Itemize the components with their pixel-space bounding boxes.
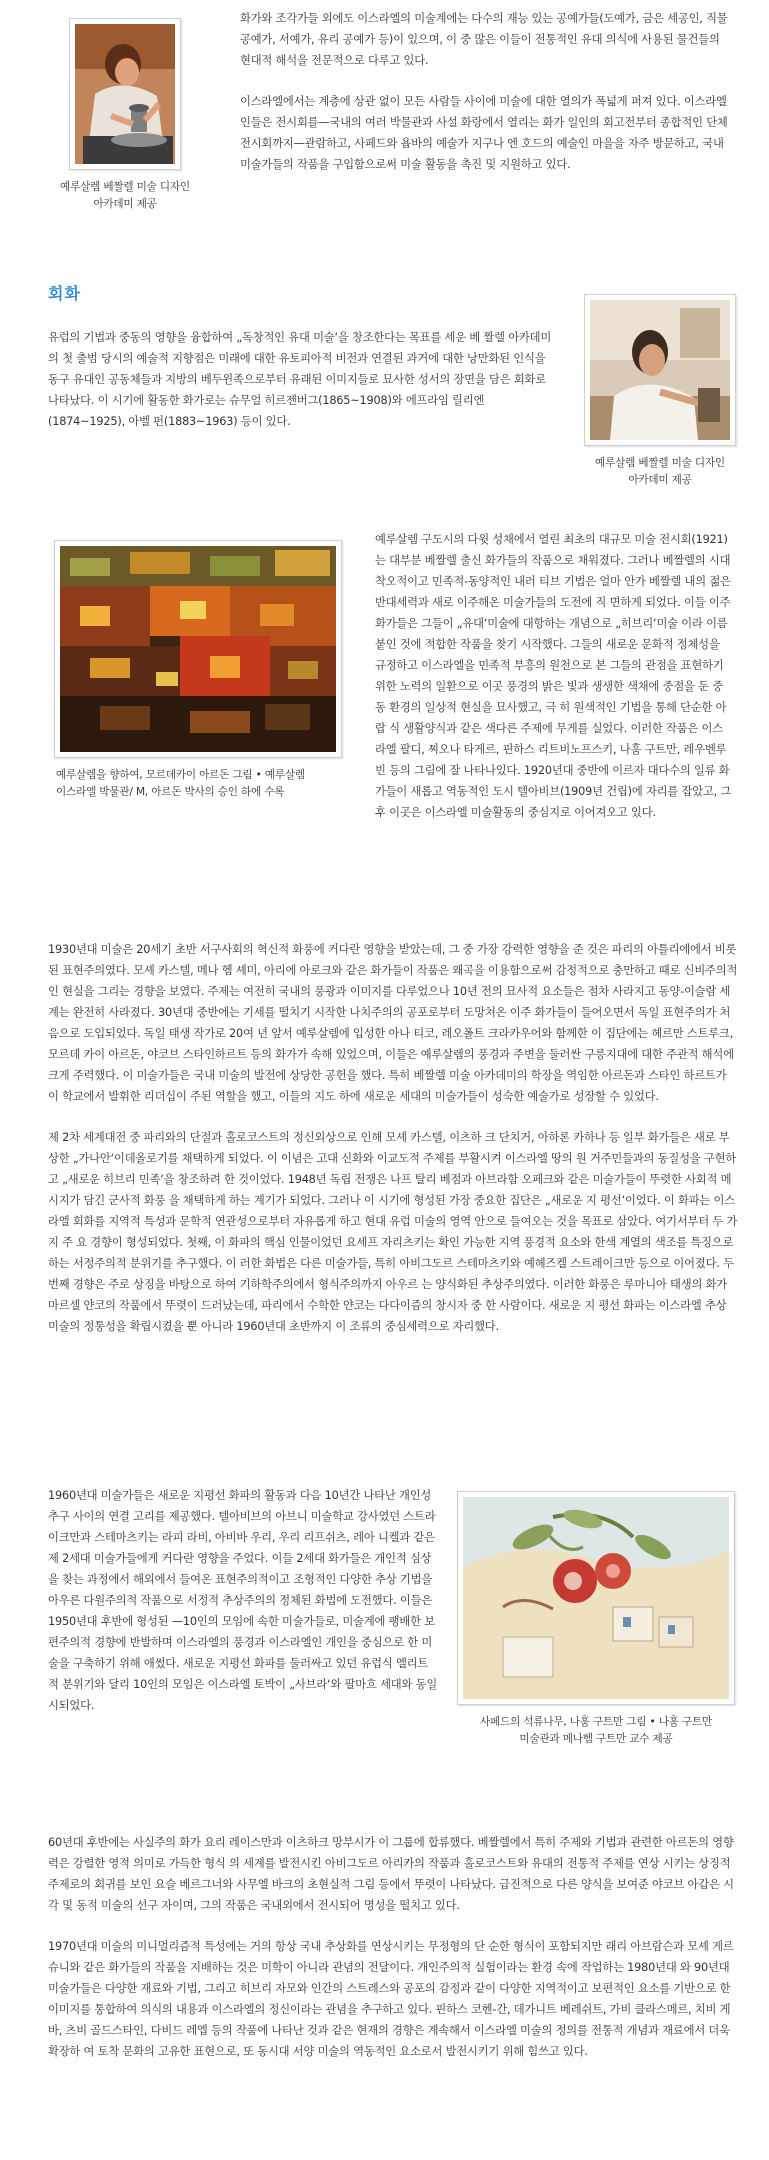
gutman-painting-image (463, 1497, 729, 1699)
potter-caption (48, 179, 202, 213)
section-heading-painting: 회화 (48, 284, 81, 303)
ardon-caption-line1: 예루살렘을 향하여, 모르데카이 아르돈 그림 • 예루살렘 (56, 769, 305, 781)
student-image-frame (584, 294, 736, 446)
painting-paragraph-1 (48, 327, 558, 452)
potter-image-frame (69, 18, 181, 170)
student-caption-line1: 예루살렘 베짤렐 미술 디자인 (595, 457, 725, 469)
potter-figure (48, 18, 202, 213)
painting-paragraph-2-text: 예루살렘 구도시의 다윗 성채에서 열린 최초의 대규모 미술 전시회(1921)는 대부분 베짤렐 출신 화가들의 작품으로 채워졌다. 그러나 베짤렐의 시대 착오적이고 민족적-동양적인 내러 티브 기법은 얼마 안가 베짤렐 내의 젊은 반대세력과 새로 이주해온 미술가들의 도전에 직 면하게 되었다. 이들 이주 화가들은 그들이 „유대‘미술에 대항하는 개념으로 „히브리‘미술 이라 이름 붙인 것에 적합한 작품을 찾기 시작했다. 그들의 새로운 문화적 정체성을 규정하고 이스라엘을 민족적 부흥의 원천으로 본 그들의 관점을 표현하기 위한 노력의 일환으로 이곳 풍경의 밝은 빛과 생생한 색채에 중점을 둔 중동 환경의 일상적 현실을 묘사했고, 극 히 원색적인 기법을 통해 단순한 아랍 식 생활양식과 같은 색다른 주제에 무게를 실었다. 이러한 작품은 이스라엘 팔디, 찌오나 타게르, 핀하스 리트비노프스키, 나훔 구트만, 레우벤루빈 등의 그림에 잘 나타나있다. 1920년대 중반에 이르자 대다수의 일류 화가들이 새롭고 역동적인 도시 텔아비브(1909년 건립)에 자리를 잡았고, 그 후 이곳은 이스라엘 미술활동의 중심지로 이어져오고 있다. (375, 533, 732, 819)
painting-paragraph-4: 제 2차 세계대전 중 파리와의 단절과 홀로코스트의 정신외상으로 인해 모셰 카스텔, 이츠하 크 단치거, 아하론 카하나 등 일부 화가들은 새로 부상한 „가나안‘이데올로기를 채택하게 되었다. 이 이념은 고대 신화와 이교도적 주제를 부활시켜 이스라엘 땅의 원 거주민들과의 동질성을 구현하고 „새로운 히브리 민족‘을 창조하려 한 것이었다. 1948년 독립 전쟁은 나프 탈리 베점과 아브라함 오페크와 같은 미술가들이 뚜렷한 사회적 메시지가 담긴 군사적 화풍 을 채택하게 하는 계기가 되었다. 그러나 이 시기에 형성된 가장 중요한 집단은 „새로운 지 평선‘이었다. 이 화파는 이스라엘 회화를 지역적 특성과 문학적 연관성으로부터 자유롭게 하고 현대 유럽 미술의 영역 안으로 들여오는 것을 목표로 삼았다. 여기서부터 두 가지 주 요 경향이 형성되었다. 첫째, 이 화파의 핵심 인물이었던 요세프 자리츠키는 확인 가능한 지역 풍경적 요소와 한색 계열의 색조를 특징으로 하는 서정주의적 분위기를 추구했다. 이 러한 화법은 다른 미술가들, 특히 아비그도르 스테마츠키와 예헤즈켈 스트레이크만 등으로 이어졌다. 두 번째 경향은 주로 상징을 바탕으로 하여 기하학주의에서 형식주의까지 아우르 는 양식화된 추상주의였다. 이러한 화풍은 루마니아 태생의 화가 마르셀 얀코의 작품에서 뚜렷이 드러났는데, 파리에서 수학한 얀코는 다다이즘의 창시자 중 한 사람이다. 새로운 지 평선 화파는 이스라엘 추상 미술의 정통성을 확립시켰을 뿐 아니라 1960년대 초반까지 이 조류의 중심세력으로 자리했다. (48, 1131, 738, 1333)
painting-paragraph-5 (48, 1485, 438, 1736)
intro-text (240, 8, 730, 195)
ardon-painting-image (60, 546, 336, 752)
intro-paragraph-1: 화가와 조각가들 외에도 이스라엘의 미술계에는 다수의 재능 있는 공예가들(도예가, 금은 세공인, 직물 공예가, 서예가, 유리 공예가 등)이 있으며, 이 중 많은 이들이 전통적인 유대 의식에 사용된 물건들의 현대적 해석을 전문적으로 다루고 있다. (240, 12, 728, 67)
painting-paragraph-6: 60년대 후반에는 사실주의 화가 요리 레이스만과 이츠하크 망부시가 이 그룹에 합류했다. 베짤렐에서 특히 주제와 기법과 관련한 아르돈의 영향력은 강렬한 영적 의미로 가득한 형식 의 세계를 발전시킨 아비그도르 아리카의 작품과 홀로코스트와 유대의 전통적 주제를 연상 시키는 상징적 주제로의 회귀를 보인 요슬 베르그너와 사무엘 바크의 초현실적 그림 등에서 뚜렷이 나타났다. 급진적으로 다른 양식을 보여준 야코브 아갑은 시각 및 동적 미술의 선구 자이며, 그의 작품은 국내외에서 전시되어 명성을 떨치고 있다. (48, 1836, 734, 1912)
student-caption (578, 455, 742, 489)
gutman-caption (450, 1714, 742, 1748)
painting-paragraph-5-text: 1960년대 미술가들은 새로운 지평선 화파의 활동과 다음 10년간 나타난 개인성 추구 사이의 연결 고리를 제공했다. 텔아비브의 아브니 미술학교 강사였던 스트라이크만과 스테마츠키는 라피 라비, 아비바 우리, 우리 리프쉬츠, 레아 니켈과 같은 제 2세대 미술가들에게 커다란 영향을 주었다. 이들 2세대 화가들은 개인적 심상을 찾는 과정에서 해외에서 들여온 표현주의적이고 조형적인 다양한 추상 기법을 아우른 다원주의적 작품으로 서정적 추상주의의 정체된 화법에 도전했다. 이들은 1950년대 후반에 형성된 —10인의 모임에 속한 미술가들로, 미술계에 팽배한 보편주의적 경향에 반발하며 이스라엘의 풍경과 이스라엘인 개인을 중심으로 한 미술을 구축하기 위해 애썼다. 새로운 지평선 화파를 둘러싸고 있던 유럽식 엘리트적 분위기와 달리 10인의 모임은 이스라엘 토박이 „사브라‘와 팔마흐 세대와 동일시되었다. (48, 1489, 438, 1712)
intro-paragraph-2: 이스라엘에서는 계층에 상관 없이 모든 사람들 사이에 미술에 대한 열의가 폭넓게 퍼져 있다. 이스라엘인들은 전시회를—국내의 여러 박물관과 사설 화랑에서 열리는 화가 일인의 회고전부터 종합적인 단체 전시회까지—관람하고, 사페드와 욥바의 예술가 지구나 엔 호드의 예술인 마을을 자주 방문하고, 국내 미술가들의 작품을 구입함으로써 미술 활동을 촉진 및 지원하고 있다. (240, 95, 728, 171)
painting-paragraph-7: 1970년대 미술의 미니멀리즘적 특성에는 거의 항상 국내 추상화를 연상시키는 무정형의 단 순한 형식이 포함되지만 래리 아브람슨과 모셰 게르슈니와 같은 화가들의 작품을 지배하는 것은 미학이 아니라 관념의 전달이다. 개인주의적 실험이라는 환경 속에 작업하는 1980년대 와 90년대 미술가들은 다양한 재료와 기법, 그리고 히브리 자모와 인간의 스트레스와 공포의 감정과 같이 다양한 지역적이고 보편적인 요소를 기반으로 한 이미지를 통합하여 의식의 내용과 이스라엘의 정신이라는 관념을 추구하고 있다. 핀하스 코헨-간, 데가니트 베레쉬트, 가비 클라스메르, 치비 게바, 츠비 골드스타인, 다비드 레엡 등의 작품에 나타난 것과 같은 현재의 경향은 계속해서 이스라엘 미술의 정의를 전통적 개념과 재료에서 더욱 확장하 여 토착 문화의 고유한 표현으로, 또 동시대 서양 미술의 역동적인 요소로서 발전시키기 위해 힘쓰고 있다. (48, 1940, 734, 2058)
gutman-image-frame (457, 1491, 735, 1705)
painting-paragraph-3: 1930년대 미술은 20세기 초반 서구사회의 혁신적 화풍에 커다란 영향을 받았는데, 그 중 가장 강력한 영향을 준 것은 파리의 아틀리에에서 비롯된 표현주의였다. 모셰 카스텔, 메나 헴 셰미, 아리에 아로크와 같은 화가들이 작품은 왜곡을 이용함으로써 감정적으로 충만하고 때로 신비주의적인 현실을 그리는 경향을 보였다. 주제는 여전히 국내의 풍광과 이미지를 다루었으나 10년 전의 묘사적 요소들은 점차 사라지고 동양-이슬람 세계는 완전히 사라졌다. 30년대 중반에는 기세를 떨치기 시작한 나치주의의 공포로부터 도망쳐온 이주 화가들이 들어오면서 독일 표현주의가 처음으로 도입되었다. 독일 태생 작가로 20여 년 앞서 예루살렘에 입성한 아나 티코, 레오폴트 크라카우어와 함께한 이 집단에는 헤르만 스트루크, 모르데 카이 아르돈, 야코브 스타인하르트 등의 화가가 속해 있었으며, 이들은 예루살렘의 풍경과 주변을 둘러싼 구릉지대에 대한 주관적 해석에 크게 주력했다. 이 미술가들은 국내 미술의 발전에 상당한 공헌을 했다. 특히 베짤렐 미술 아카데미의 학장을 역임한 아르돈과 스타인 하르트가 이 학교에서 발휘한 리더십이 주된 역할을 했고, 이들의 지도 하에 새로운 세대의 미술가들이 성숙한 예술가로 성장할 수 있었다. (48, 943, 738, 1103)
potter-caption-line1: 예루살렘 베짤렐 미술 디자인 (60, 181, 190, 193)
painting-paragraph-1-text: 유럽의 기법과 중동의 영향을 융합하여 „독창적인 유대 미술‘을 창조한다는 목표를 세운 베 짤렐 아카데미의 첫 출범 당시의 예술적 지향점은 미래에 대한 유토피아적 비전과 연결된 과거에 대한 낭만화된 인식을 동구 유대인 공동체들과 지방의 베두윈족으로부터 유래된 이미지들로 묘사한 성서의 장면을 담은 회화로 나타났다. 이 시기에 활동한 화가로는 슈무얼 히르젠버그(1865~1908)와 에프라임 릴리엔(1874~1925), 아벨 펀(1883~1963) 등이 있다. (48, 331, 552, 428)
ardon-caption-line2: 이스라엘 박물관/ M, 아르돈 박사의 승인 하에 수록 (56, 786, 285, 798)
student-figure (578, 294, 742, 489)
ardon-figure (48, 540, 348, 801)
painting-paragraphs-3-4 (48, 939, 738, 1357)
potter-caption-line2: 아카데미 제공 (93, 198, 157, 210)
student-image (590, 300, 730, 440)
gutman-caption-line1: 사페드의 석류나무, 나훔 구트만 그림 • 나훔 구트만 (479, 1716, 713, 1728)
ardon-image-frame (54, 540, 342, 758)
gutman-figure (450, 1491, 742, 1748)
student-caption-line2: 아카데미 제공 (628, 474, 692, 486)
potter-image (75, 24, 175, 164)
painting-paragraphs-6-7 (48, 1832, 738, 2082)
ardon-caption (48, 767, 348, 801)
painting-paragraph-2 (375, 529, 733, 843)
gutman-caption-line2: 미술관과 메나헴 구트만 교수 제공 (519, 1733, 673, 1745)
